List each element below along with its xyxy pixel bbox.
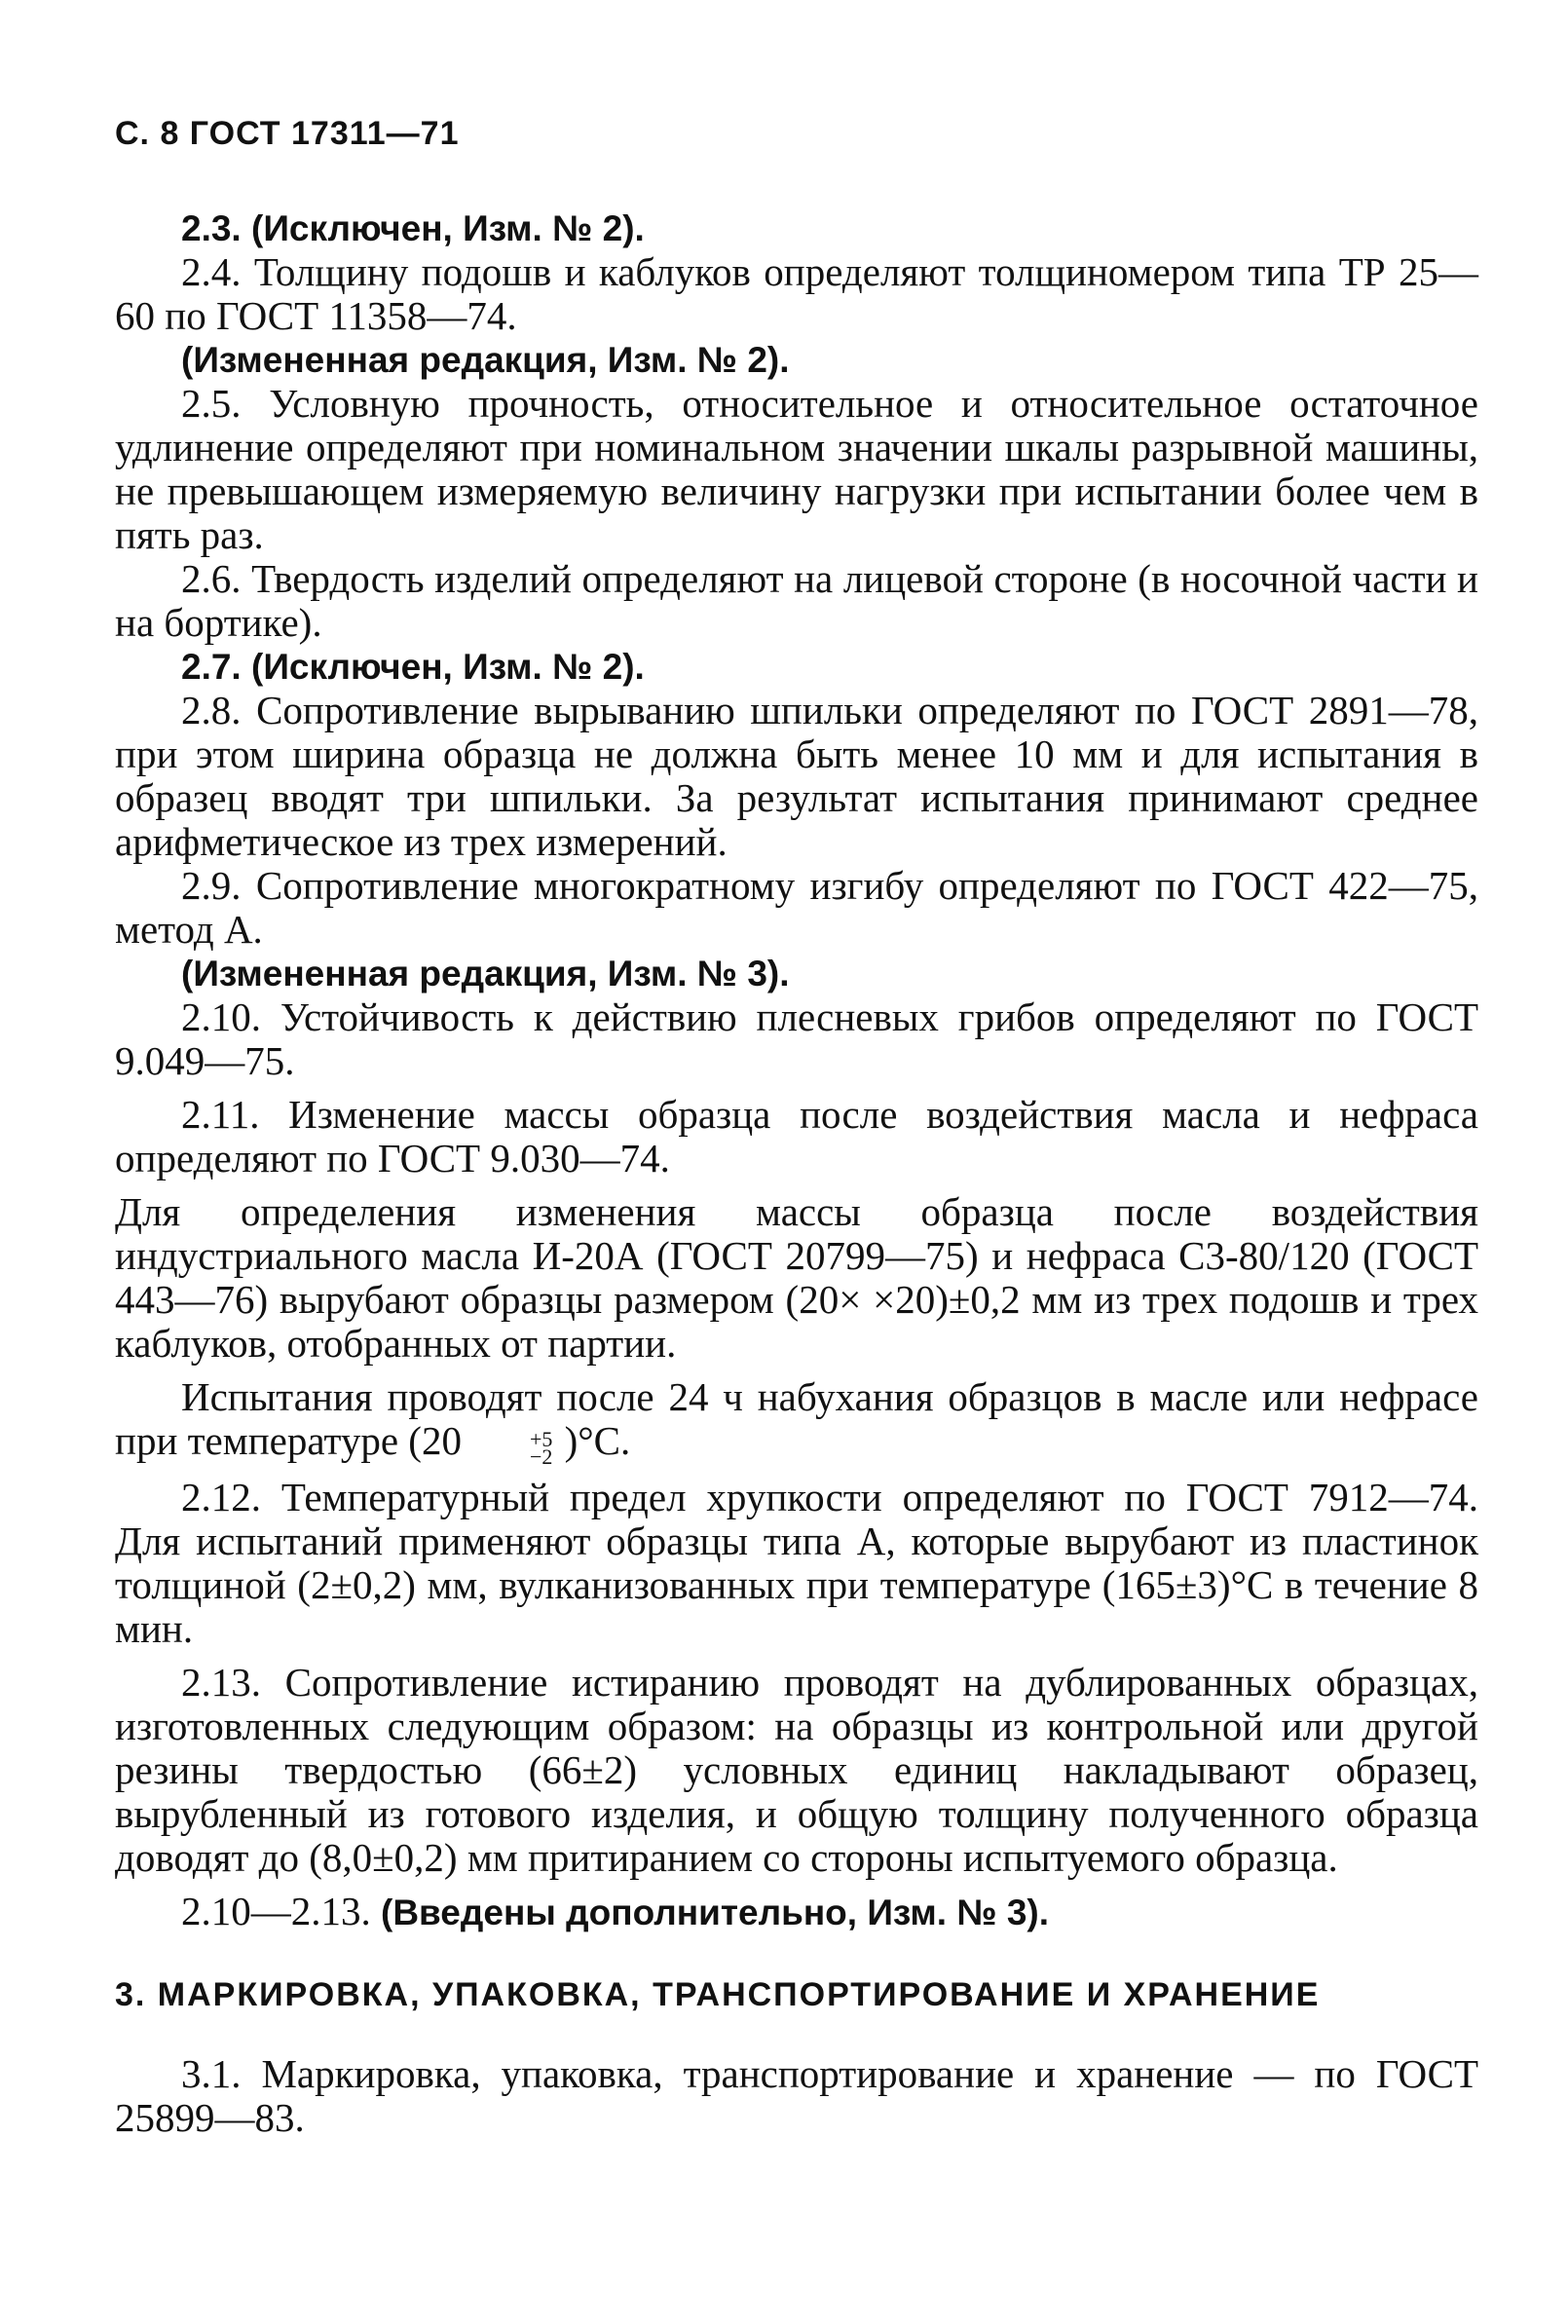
clause-2-11-details: Для определения изменения массы образца после воздействия индустриального масла И-20А (ГОСТ 20799—75) и нефраса С3-80/120 (ГОСТ 443—76) вырубают образцы размером (20× ×20)±0,2 мм из трех подошв и трех каблуков, отобранных от партии. [115,1189,1478,1366]
clause-2-13: 2.13. Сопротивление истиранию проводят на дублированных образцах, изготовленных следующим образом: на образцы из контрольной или другой резины твердостью (66±2) условных единиц накладывают образец, вырубленный из готового изделия, и общую толщину полученного образца доводят до (8,0±0,2) мм притиранием со стороны испытуемого образца. [115,1660,1478,1880]
page-header: С. 8 ГОСТ 17311—71 [115,115,460,152]
tolerance-upper: +5 [529,1427,553,1451]
clause-2-8: 2.8. Сопротивление вырыванию шпильки определяют по ГОСТ 2891—78, при этом ширина образца не должна быть менее 10 мм и для испытания в образец вводят три шпильки. За результат испытания принимают среднее арифметическое из трех измерений. [115,688,1478,864]
document-body [115,206,1478,2140]
clause-range-number: 2.10—2.13. [181,1889,371,1933]
clause-2-9: 2.9. Сопротивление многократному изгибу определяют по ГОСТ 422—75, метод А. [115,863,1478,952]
amendment-note: (Измененная редакция, Изм. № 3). [181,954,790,993]
clause-2-11: 2.11. Изменение массы образца после воздействия масла и нефраса определяют по ГОСТ 9.030—74. [115,1092,1478,1181]
section-3-title: 3. МАРКИРОВКА, УПАКОВКА, ТРАНСПОРТИРОВАНИЕ И ХРАНЕНИЕ [115,1976,1321,2013]
temperature-tolerance [464,1427,553,1469]
clause-2-5: 2.5. Условную прочность, относительное и относительное остаточное удлинение определяют при номинальном значении шкалы разрывной машины, не превышающем измеряемую величину нагрузки при испытании более чем в пять раз. [115,381,1478,557]
clause-2-10-2-13 [115,1890,1478,1934]
clause-2-10: 2.10. Устойчивость к действию плесневых грибов определяют по ГОСТ 9.049—75. [115,994,1478,1083]
clause-2-7: 2.7. (Исключен, Изм. № 2). [181,647,645,687]
clause-2-3: 2.3. (Исключен, Изм. № 2). [181,208,645,248]
amendment-note: (Измененная редакция, Изм. № 2). [181,340,790,380]
test-conditions-text: Испытания проводят после 24 ч набухания образцов в масле или нефрасе при температуре (20 [115,1374,1478,1463]
clause-2-11-test-conditions [115,1374,1478,1469]
test-conditions-unit: )°С. [554,1418,631,1463]
clause-2-12: 2.12. Температурный предел хрупкости определяют по ГОСТ 7912—74. Для испытаний применяют образцы типа А, которые вырубают из пластинок толщиной (2±0,2) мм, вулканизованных при температуре (165±3)°С в течение 8 мин. [115,1475,1478,1651]
clause-3-1: 3.1. Маркировка, упаковка, транспортирование и хранение — по ГОСТ 25899—83. [115,2051,1478,2140]
clause-2-6: 2.6. Твердость изделий определяют на лицевой стороне (в носочной части и на бортике). [115,556,1478,645]
clause-2-4: 2.4. Толщину подошв и каблуков определяют толщиномером типа ТР 25—60 по ГОСТ 11358—74. [115,249,1478,338]
amendment-note: (Введены дополнительно, Изм. № 3). [381,1893,1050,1932]
tolerance-lower: −2 [529,1444,553,1469]
